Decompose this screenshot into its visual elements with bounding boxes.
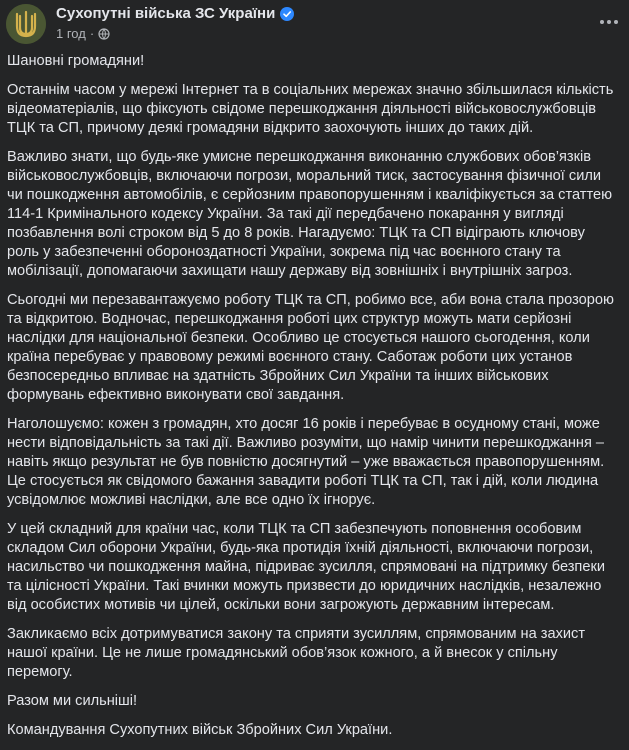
meta-separator: · bbox=[89, 26, 95, 41]
post-timestamp[interactable]: 1 год bbox=[56, 26, 86, 41]
post-header bbox=[0, 0, 629, 48]
page-avatar[interactable] bbox=[6, 4, 46, 44]
post-paragraph: Наголошуємо: кожен з громадян, хто досяг 16 років і перебуває в осудному стані, може нести відповідальність за такі дії. Важливо розуміти, що намір чинити перешкоджання – навіть якщо результат не був повністю досягнутий – уже вважається правопорушенням. Це стосується як свідомого бажання завадити роботі ТЦК та СП, так і дій, коли людина усвідомлює можливі наслідки, але все одно їх ігнорує. bbox=[7, 416, 605, 508]
more-options-icon bbox=[600, 20, 604, 24]
post-paragraph: У цей складний для країни час, коли ТЦК та СП забезпечують поповнення особовим складом Сил оборони України, будь-яка протидія їхній діяльності, включаючи погрози, насильство чи пошкодження майна, підриває зусилля, спрямовані на підтримку безпеки та цілісності України. Такі вчинки можуть призвести до юридичних наслідків, незалежно від особистих мотивів чи цілей, оскільки вони загрожують державним інтересам. bbox=[7, 521, 605, 613]
page-name[interactable]: Сухопутні війська ЗС України bbox=[56, 5, 276, 22]
verified-badge-icon bbox=[280, 7, 294, 21]
globe-icon[interactable] bbox=[98, 28, 110, 40]
post-paragraph: Важливо знати, що будь-яке умисне перешкоджання виконанню службових обов’язків військовослужбовців, включаючи погрози, моральний тиск, застосування фізичної сили чи пошкодження автомобілів, є серйозним правопорушенням і кваліфікується за статтею 114-1 Кримінального кодексу України. За такі дії передбачено покарання у вигляді позбавлення волі строком від 5 до 8 років. Нагадуємо: ТЦК та СП відіграють ключову роль у забезпеченні обороноздатності України, зокрема під час воєнного стану та мобілізації, допомагаючи захищати нашу державу від зовнішніх і внутрішніх загроз. bbox=[7, 149, 613, 279]
post-text bbox=[7, 52, 619, 750]
page-name-link[interactable] bbox=[56, 5, 294, 22]
post-paragraph: Шановні громадяни! bbox=[7, 53, 145, 69]
post-paragraph: Сьогодні ми перезавантажуємо роботу ТЦК та СП, робимо все, аби вона стала прозорою та відкритою. Водночас, перешкоджання роботі цих структур можуть мати серйозні наслідки для національної безпеки. Особливо це стосується нашого сьогодення, коли країна перебуває у правовому режимі воєнного стану. Саботаж роботи цих установ безпосередньо впливає на здатність Збройних Сил України та інших військових формувань ефективно виконувати свої завдання. bbox=[7, 292, 614, 403]
post-paragraph: Закликаємо всіх дотримуватися закону та сприяти зусиллям, спрямованим на захист нашої країни. Це не лише громадянський обов’язок кожного, а й внесок у спільну перемогу. bbox=[7, 626, 586, 680]
post-meta bbox=[56, 26, 110, 41]
post-paragraph: Командування Сухопутних військ Збройних Сил України. bbox=[7, 722, 393, 738]
post-paragraph: Разом ми сильніші! bbox=[7, 693, 138, 709]
trident-emblem-icon bbox=[6, 4, 46, 44]
more-options-button[interactable] bbox=[597, 10, 621, 34]
post-paragraph: Останнім часом у мережі Інтернет та в соціальних мережах значно збільшилася кількість відеоматеріалів, що фіксують свідоме перешкоджання діяльності військовослужбовців ТЦК та СП, причому деякі громадяни відкрито заохочують інших до таких дій. bbox=[7, 82, 614, 136]
